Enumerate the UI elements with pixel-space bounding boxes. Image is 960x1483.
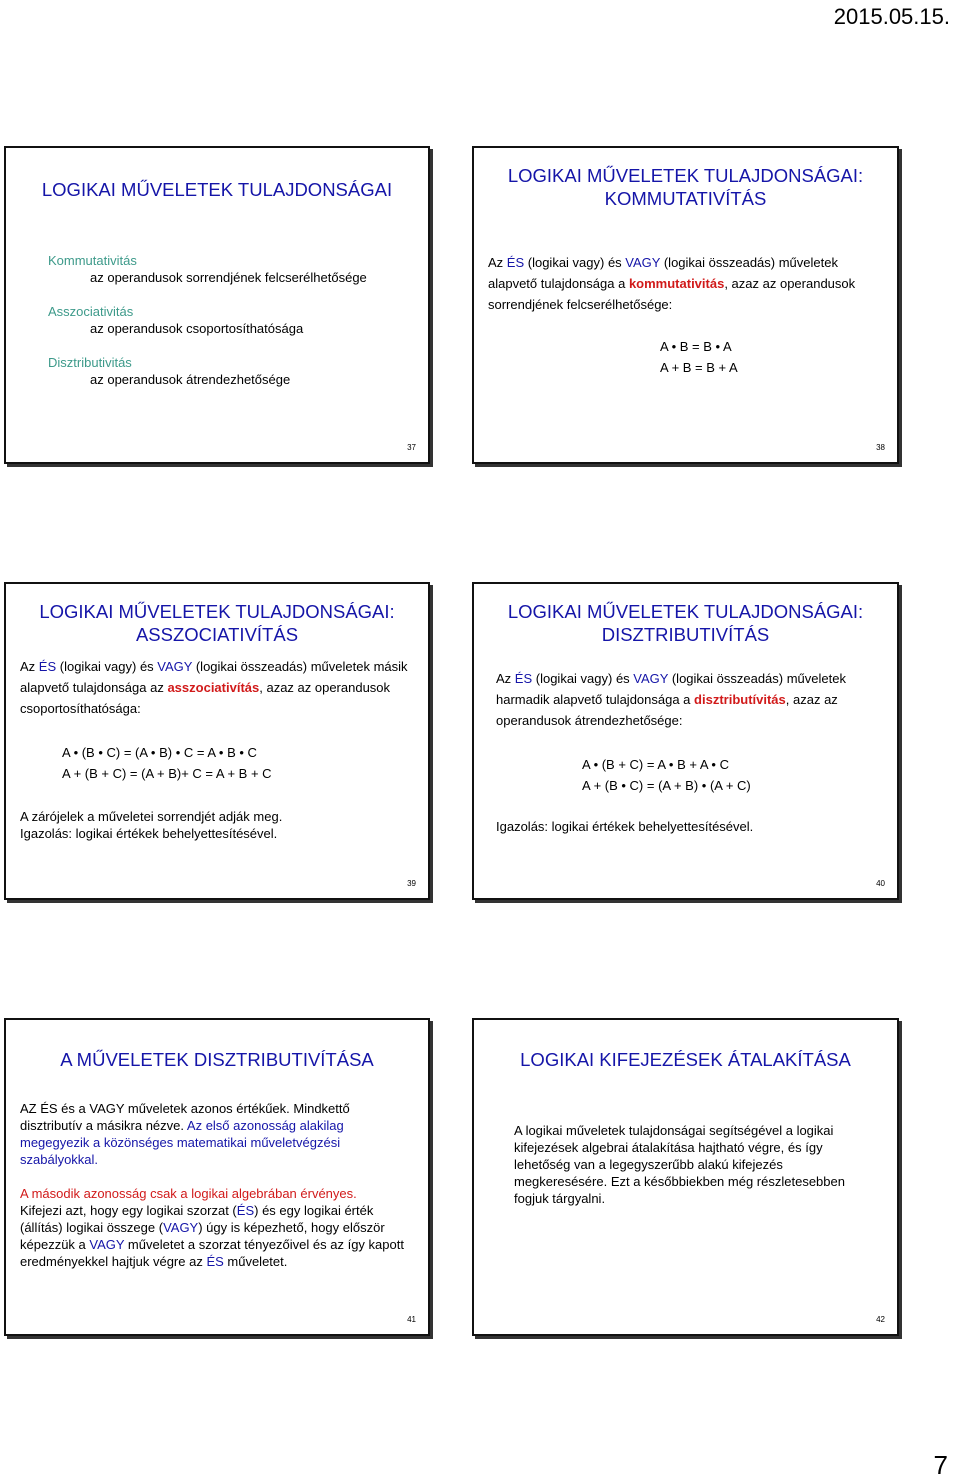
slide-number: 37 <box>407 443 416 452</box>
slide-number: 41 <box>407 1315 416 1324</box>
slide-42 <box>472 1018 899 1336</box>
slide-text: Az ÉS (logikai vagy) és VAGY (logikai összeadás) műveletek harmadik alapvető tulajdonsága a disztributívitás, azaz az operandusok átrendezhetősége: <box>496 671 846 728</box>
property-name: Disztributivitás <box>48 355 132 370</box>
formula: A + (B • C) = (A + B) • (A + C) <box>582 778 751 793</box>
property-desc: az operandusok átrendezhetősége <box>90 372 291 387</box>
property-name: Asszociativitás <box>48 304 134 319</box>
title-line-2: DISZTRIBUTIVÍTÁS <box>601 624 770 645</box>
formula: A + B = B + A <box>660 360 738 375</box>
property-name: Kommutativitás <box>48 253 137 268</box>
list-item <box>48 354 428 388</box>
paragraph: A második azonosság csak a logikai algebrában érvényes. <box>20 1186 357 1201</box>
slide-number: 39 <box>407 879 416 888</box>
formula: A • (B + C) = A • B + A • C <box>582 757 729 772</box>
slide-title <box>474 164 897 210</box>
slide-text: Az ÉS (logikai vagy) és VAGY (logikai összeadás) műveletek alapvető tulajdonsága a kommutativitás, azaz az operandusok sorrendjének felcserélhetősége: <box>488 255 856 312</box>
slide-37 <box>4 146 430 464</box>
slide-number: 38 <box>876 443 885 452</box>
notes <box>20 808 420 842</box>
list-item <box>48 303 428 337</box>
formula-block <box>62 742 272 784</box>
slide-41 <box>4 1018 430 1336</box>
title-line-2: KOMMUTATIVÍTÁS <box>604 188 767 209</box>
slide-title: A MŰVELETEK DISZTRIBUTIVÍTÁSA <box>60 1049 374 1070</box>
slide-text: Az ÉS (logikai vagy) és VAGY (logikai összeadás) műveletek másik alapvető tulajdonsága az asszociativítás, azaz az operandusok csoportosíthatósága: <box>20 659 408 716</box>
slide-title: LOGIKAI KIFEJEZÉSEK ÁTALAKÍTÁSA <box>520 1049 851 1070</box>
slide-title: LOGIKAI MŰVELETEK TULAJDONSÁGAI <box>41 179 393 200</box>
property-desc: az operandusok sorrendjének felcserélhetősége <box>90 270 367 285</box>
paragraph: Kifejezi azt, hogy egy logikai szorzat (ÉS) és egy logikai érték (állítás) logikai összege (VAGY) úgy is képezhető, hogy először képezzük a VAGY műveletet a szorzat tényezőivel és az így kapott eredményekkel hajtjuk végre az ÉS műveletet. <box>20 1203 404 1269</box>
slide-text: A logikai műveletek tulajdonságai segítségével a logikai kifejezések algebrai átalakítása hajtható végre, és így lehetőség van a legegyszerűbb alakú kifejezés megkeresésére. Ezt a későbbiekben még részletesebben fogjuk tárgyalni. <box>514 1123 845 1206</box>
title-line-1: LOGIKAI MŰVELETEK TULAJDONSÁGAI: <box>507 601 864 622</box>
slide-text <box>20 1100 415 1270</box>
title-line-1: LOGIKAI MŰVELETEK TULAJDONSÁGAI: <box>507 165 864 186</box>
formula-block <box>660 336 738 378</box>
property-list <box>48 252 428 388</box>
page-number: 7 <box>933 1450 948 1480</box>
slide-40 <box>472 582 899 900</box>
formula: A • (B • C) = (A • B) • C = A • B • C <box>62 745 257 760</box>
paragraph: AZ ÉS és a VAGY műveletek azonos értékűek. Mindkettő disztributív a másikra nézve. Az első azonosság alakilag megegyezik a közönséges matematikai műveletvégzési szabályokkal. <box>20 1101 350 1167</box>
title-line-1: LOGIKAI MŰVELETEK TULAJDONSÁGAI: <box>39 601 395 622</box>
formula: A + (B + C) = (A + B)+ C = A + B + C <box>62 766 272 781</box>
note: A zárójelek a műveletei sorrendjét adják meg. <box>20 809 283 824</box>
formula: A • B = B • A <box>660 339 732 354</box>
slide-title <box>474 600 897 646</box>
slide-number: 42 <box>876 1315 885 1324</box>
note: Igazolás: logikai értékek behelyettesítésével. <box>496 819 754 834</box>
list-item <box>48 252 428 286</box>
print-date: 2015.05.15. <box>833 4 950 29</box>
slide-38 <box>472 146 899 464</box>
slide-39 <box>4 582 430 900</box>
note: Igazolás: logikai értékek behelyettesítésével. <box>20 826 278 841</box>
property-desc: az operandusok csoportosíthatósága <box>90 321 304 336</box>
formula-block <box>582 754 751 796</box>
slide-number: 40 <box>876 879 885 888</box>
title-line-2: ASSZOCIATIVÍTÁS <box>135 624 299 645</box>
slide-title <box>6 600 428 646</box>
